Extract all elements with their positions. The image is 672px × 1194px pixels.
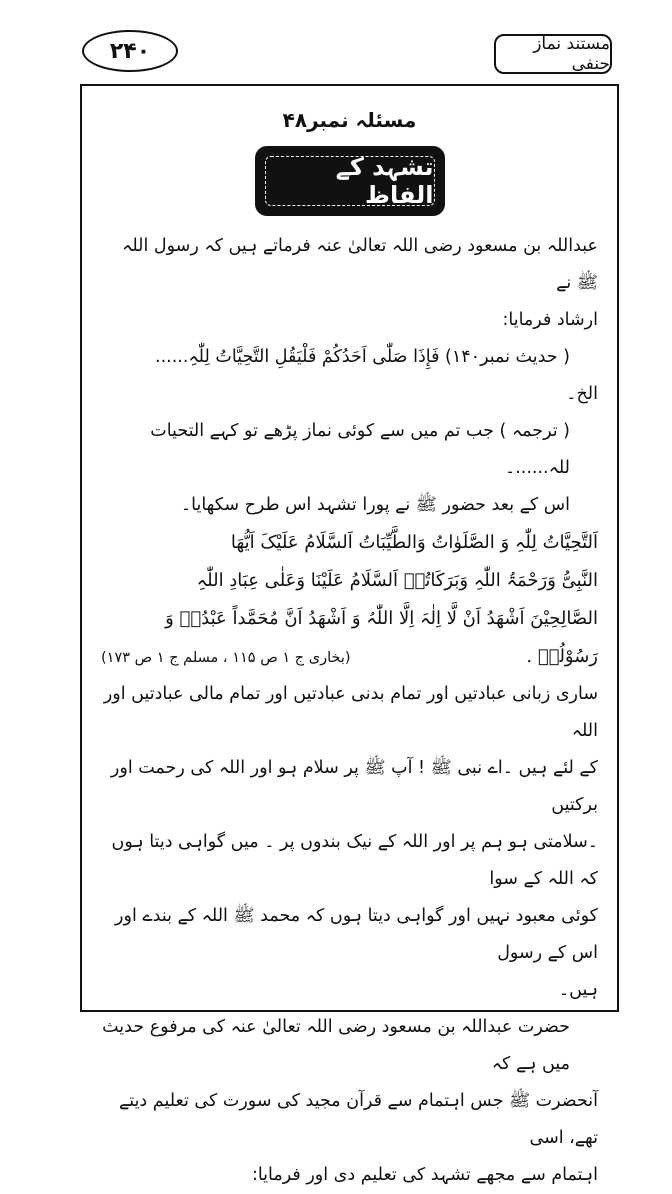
meaning-line5: ہیں۔ xyxy=(558,980,598,1000)
after-text: اس کے بعد حضور ﷺ نے پورا تشہد اس طرح سکھایا۔ xyxy=(180,495,570,515)
tashahhud-ending xyxy=(101,638,598,676)
paragraph-intro-line2: ارشاد فرمایا: xyxy=(502,310,598,330)
hadith-line1: ( حدیث نمبر۱۴۰) فَإِذَا صَلّٰی اَحَدُکُمْ فَلْیَقُلِ التَّحِیَّاتُ لِلّٰہِ...... xyxy=(155,347,570,367)
meaning-line1: ساری زبانی عبادتیں اور تمام بدنی عبادتیں اور تمام مالی عبادتیں اور اللہ xyxy=(103,684,598,741)
paragraph-intro-line1: عبداللہ بن مسعود رضی اللہ تعالیٰ عنہ فرماتے ہیں کہ رسول اللہ ﷺ نے xyxy=(122,236,598,293)
translation: ( ترجمہ ) جب تم میں سے کوئی نماز پڑھے تو کہے التحیات للہ......۔ xyxy=(150,421,570,478)
masla-number: مسئلہ نمبر۴۸ xyxy=(282,108,417,132)
page-number: ۲۴۰ xyxy=(82,30,178,72)
section-title: تشہد کے الفاظ xyxy=(265,156,435,206)
final-line3: اہتمام سے مجھے تشہد کی تعلیم دی اور فرمایا: xyxy=(251,1165,598,1185)
tashahhud-line1: اَلتَّحِیَّاتُ لِلّٰہِ وَ الصَّلَوٰاتُ وَالطَّیِّبَاتُ اَلسَّلَامُ عَلَیْکَ اَیُّھَا xyxy=(230,532,598,553)
section-banner xyxy=(101,146,598,224)
tashahhud-line2: النَّبِیُّ وَرَحْمَۃُ اللّٰہِ وَبَرَکَاتُہٗ اَلسَّلَامُ عَلَیْنَا وَعَلٰی عِبَادِ اللّٰہِ xyxy=(196,570,598,591)
section-title-box xyxy=(255,146,445,216)
meaning-line2: کے لئے ہیں ۔اے نبی ﷺ ! آپ ﷺ پر سلام ہو اور اللہ کی رحمت اور برکتیں xyxy=(110,758,598,815)
final-line2: آنحضرت ﷺ جس اہتمام سے قرآن مجید کی سورت کی تعلیم دیتے تھے، اسی xyxy=(119,1091,598,1148)
meaning-line3: ۔سلامتی ہو ہم پر اور اللہ کے نیک بندوں پر ۔ میں گواہی دیتا ہوں کہ اللہ کے سوا xyxy=(111,832,598,889)
meaning-line4: کوئی معبود نہیں اور گواہی دیتا ہوں کہ محمد ﷺ اللہ کے بندے اور اس کے رسول xyxy=(115,906,598,963)
hadith-line2: الخ۔ xyxy=(566,384,598,404)
book-title: مستند نماز حنفی xyxy=(494,34,612,74)
final-line1: حضرت عبداللہ بن مسعود رضی اللہ تعالیٰ عنہ کی مرفوع حدیث میں ہے کہ xyxy=(102,1017,570,1074)
tashahhud-line3: الصَّالِحِیْنَ اَشْھَدُ اَنْ لَّا اِلٰہَ اِلَّا اللّٰہُ وَ اَشْھَدُ اَنَّ مُحَمَّداً عَبْدُہٗ وَ xyxy=(165,608,598,629)
tashahhud-line4: رَسُوْلُہٗ . xyxy=(526,646,598,667)
reference: (بخاری ج ۱ ص ۱۱۵ ، مسلم ج ۱ ص ۱۷۳) xyxy=(101,650,351,666)
